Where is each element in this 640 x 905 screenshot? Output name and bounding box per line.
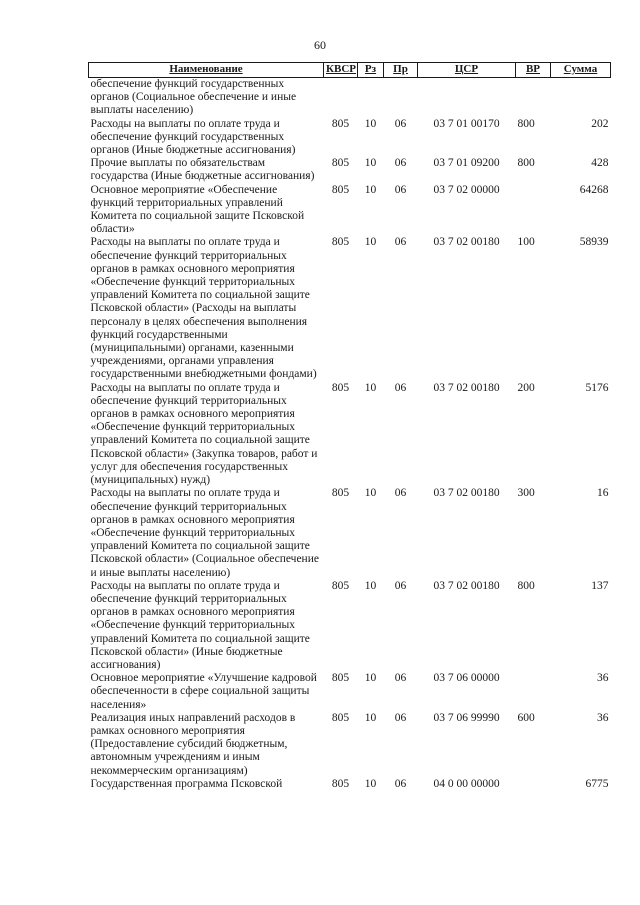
row-csr: 03 7 02 00180 — [433, 236, 500, 249]
row-sum: 64268 — [579, 183, 609, 196]
row-sum: 16 — [597, 487, 609, 500]
row-rz: 10 — [364, 672, 377, 685]
row-csr: 03 7 02 00000 — [433, 183, 500, 196]
table-row — [89, 236, 611, 381]
header-vr: ВР — [516, 63, 551, 78]
table-row — [89, 157, 611, 183]
row-rz: 10 — [364, 381, 377, 394]
row-rz: 10 — [364, 487, 377, 500]
table-row — [89, 118, 611, 158]
row-sum: 36 — [597, 672, 609, 685]
row-csr — [418, 78, 516, 118]
row-kvsr: 805 — [331, 236, 350, 249]
row-csr: 03 7 02 00180 — [433, 487, 500, 500]
row-rz: 10 — [364, 157, 377, 170]
row-vr: 800 — [517, 117, 535, 130]
row-vr: 800 — [517, 579, 535, 592]
header-rz: Рз — [358, 63, 384, 78]
row-rz: 10 — [364, 236, 377, 249]
row-name: Расходы на выплаты по оплате труда и обеспечение функций государственных органов (Иные бюджетные ассигнования) — [90, 117, 296, 157]
row-vr — [516, 184, 551, 237]
row-name: Реализация иных направлений расходов в рамках основного мероприятия (Предоставление субсидий бюджетным, автономным учреждениям и иным некоммерческим организациям) — [90, 711, 296, 777]
row-pr: 06 — [394, 117, 407, 130]
row-kvsr: 805 — [331, 579, 350, 592]
row-pr: 06 — [394, 157, 407, 170]
row-name: Расходы на выплаты по оплате труда и обеспечение функций территориальных органов в рамках основного мероприятия «Обеспечение функций территориальных управлений Комитета по социальной защите Псковской области» (Иные бюджетные ассигнования) — [90, 579, 310, 671]
row-sum: 6775 — [585, 777, 609, 790]
row-kvsr: 805 — [331, 117, 350, 130]
row-kvsr: 805 — [331, 777, 350, 790]
table-row — [89, 580, 611, 672]
page-number: 60 — [314, 38, 326, 52]
row-vr: 800 — [517, 157, 535, 170]
row-sum: 137 — [591, 579, 609, 592]
row-name: Государственная программа Псковской — [90, 777, 283, 790]
row-kvsr: 805 — [331, 487, 350, 500]
row-rz: 10 — [364, 117, 377, 130]
row-rz — [358, 78, 384, 118]
row-pr: 06 — [394, 381, 407, 394]
row-pr: 06 — [394, 777, 407, 790]
table-row — [89, 184, 611, 237]
row-vr — [516, 778, 551, 791]
table-row — [89, 778, 611, 791]
row-pr: 06 — [394, 183, 407, 196]
row-pr: 06 — [394, 672, 407, 685]
header-kvsr: КВСР — [324, 63, 358, 78]
row-vr: 100 — [517, 236, 535, 249]
row-vr — [516, 672, 551, 712]
row-name: Основное мероприятие «Обеспечение функций территориальных управлений Комитета по социальной защите Псковской области» — [90, 183, 305, 236]
row-vr: 200 — [517, 381, 535, 394]
row-pr: 06 — [394, 711, 407, 724]
row-kvsr: 805 — [331, 711, 350, 724]
row-sum: 36 — [597, 711, 609, 724]
row-rz: 10 — [364, 777, 377, 790]
table-row — [89, 78, 611, 118]
row-kvsr: 805 — [331, 183, 350, 196]
row-sum: 202 — [591, 117, 609, 130]
row-name: Расходы на выплаты по оплате труда и обеспечение функций территориальных органов в рамках основного мероприятия «Обеспечение функций территориальных управлений Комитета по социальной защите Псковской области» (Расходы на выплаты персоналу в целях обеспечения выполнения функций государственными (муниципальными) органами, казенными учреждениями, органами управления государственными внебюджетными фондами) — [90, 236, 317, 381]
row-sum: 5176 — [585, 381, 609, 394]
row-csr: 03 7 02 00180 — [433, 579, 500, 592]
row-kvsr — [324, 78, 358, 118]
row-name: Расходы на выплаты по оплате труда и обеспечение функций территориальных органов в рамках основного мероприятия «Обеспечение функций территориальных управлений Комитета по социальной защите Псковской области» (Социальное обеспечение и иные выплаты населению) — [90, 487, 319, 579]
row-pr: 06 — [394, 236, 407, 249]
row-name: обеспечение функций государственных органов (Социальное обеспечение и иные выплаты населению) — [90, 78, 297, 117]
row-sum — [551, 78, 611, 118]
table-row — [89, 487, 611, 579]
row-sum: 428 — [591, 157, 609, 170]
row-pr: 06 — [394, 579, 407, 592]
row-csr: 04 0 00 00000 — [433, 777, 500, 790]
row-vr — [516, 78, 551, 118]
row-csr: 03 7 02 00180 — [433, 381, 500, 394]
row-vr: 600 — [517, 711, 535, 724]
row-csr: 03 7 01 09200 — [433, 157, 500, 170]
row-pr: 06 — [394, 487, 407, 500]
row-sum: 58939 — [579, 236, 609, 249]
table-row — [89, 712, 611, 778]
row-csr: 03 7 06 00000 — [433, 672, 500, 685]
header-sum: Сумма — [551, 63, 611, 78]
row-kvsr: 805 — [331, 672, 350, 685]
header-name: Наименование — [89, 63, 324, 78]
row-name: Прочие выплаты по обязательствам государства (Иные бюджетные ассигнования) — [90, 157, 315, 183]
table-header-row — [89, 63, 611, 78]
table-row — [89, 672, 611, 712]
row-name: Расходы на выплаты по оплате труда и обеспечение функций территориальных органов в рамках основного мероприятия «Обеспечение функций территориальных управлений Комитета по социальной защите Псковской области» (Закупка товаров, работ и услуг для обеспечения государственных (муниципальных) нужд) — [90, 381, 318, 487]
row-kvsr: 805 — [331, 381, 350, 394]
row-kvsr: 805 — [331, 157, 350, 170]
row-name: Основное мероприятие «Улучшение кадровой обеспеченности в сфере социальной защиты населения» — [90, 672, 317, 711]
row-csr: 03 7 06 99990 — [433, 711, 500, 724]
row-rz: 10 — [364, 711, 377, 724]
table-row — [89, 382, 611, 488]
row-csr: 03 7 01 00170 — [433, 117, 500, 130]
row-rz: 10 — [364, 579, 377, 592]
budget-table — [88, 62, 611, 791]
header-csr: ЦСР — [418, 63, 516, 78]
row-rz: 10 — [364, 183, 377, 196]
row-vr: 300 — [517, 487, 535, 500]
header-pr: Пр — [384, 63, 418, 78]
row-pr — [384, 78, 418, 118]
